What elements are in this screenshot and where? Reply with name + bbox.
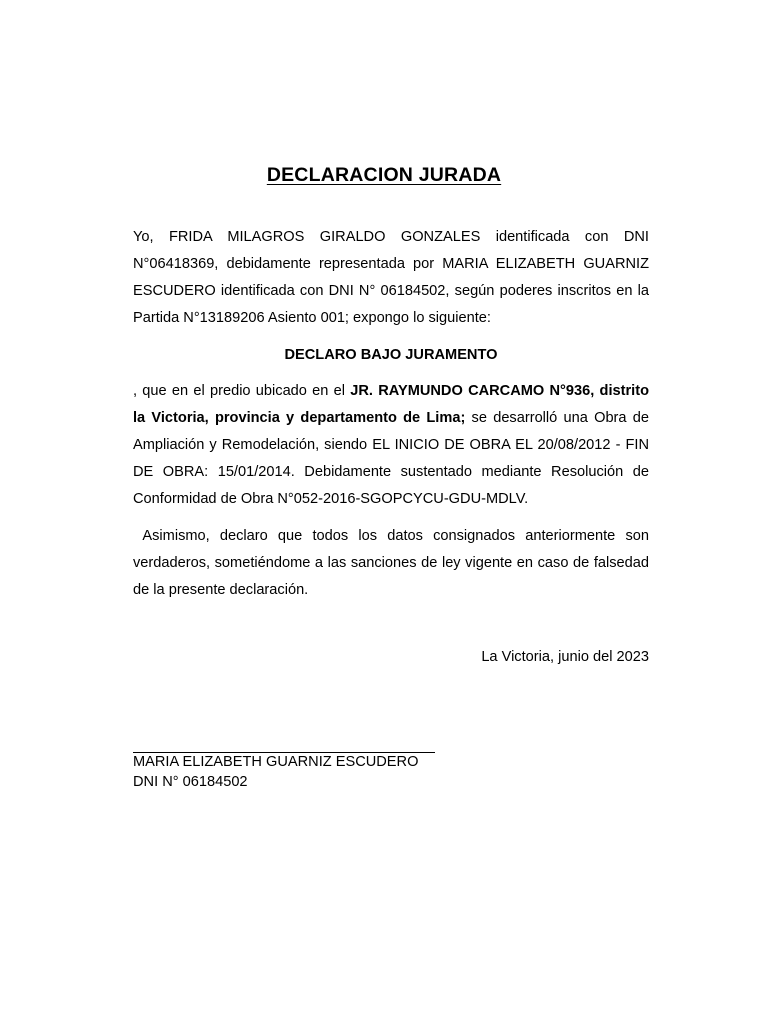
declaration-intro-text: , que en el predio ubicado en el: [133, 383, 351, 399]
place-and-date: La Victoria, junio del 2023: [481, 649, 649, 665]
identification-paragraph: Yo, FRIDA MILAGROS GIRALDO GONZALES identificada con DNI N°06418369, debidamente representada por MARIA ELIZABETH GUARNIZ ESCUDERO identificada con DNI N° 06184502, según poderes inscritos en la Partida N°13189206 Asiento 001; expongo lo siguiente:: [133, 229, 649, 326]
truthfulness-text: Asimismo, declaro que todos los datos consignados anteriormente son verdaderos, sometiéndome a las sanciones de ley vigente en caso de falsedad de la presente declaración.: [133, 528, 649, 598]
sworn-declaration-heading: DECLARO BAJO JURAMENTO: [284, 347, 498, 363]
document-title: DECLARACION JURADA: [266, 164, 502, 186]
declaration-body-text: se desarrolló una Obra de Ampliación y Remodelación, siendo EL INICIO DE OBRA EL 20/08/2012 - FIN DE OBRA: 15/01/2014. Debidamente sustentado mediante Resolución de Conformidad de Obra N°052-2016-SGOPCYCU-GDU-MDLV.: [133, 410, 649, 507]
property-address: JR. RAYMUNDO CARCAMO N°936, distrito la Victoria, provincia y departamento de Lima;: [133, 383, 649, 426]
signatory-dni: DNI N° 06184502: [133, 774, 248, 790]
truthfulness-paragraph: [133, 523, 649, 604]
signatory-name: MARIA ELIZABETH GUARNIZ ESCUDERO: [133, 754, 419, 770]
declaration-paragraph: [133, 378, 649, 513]
